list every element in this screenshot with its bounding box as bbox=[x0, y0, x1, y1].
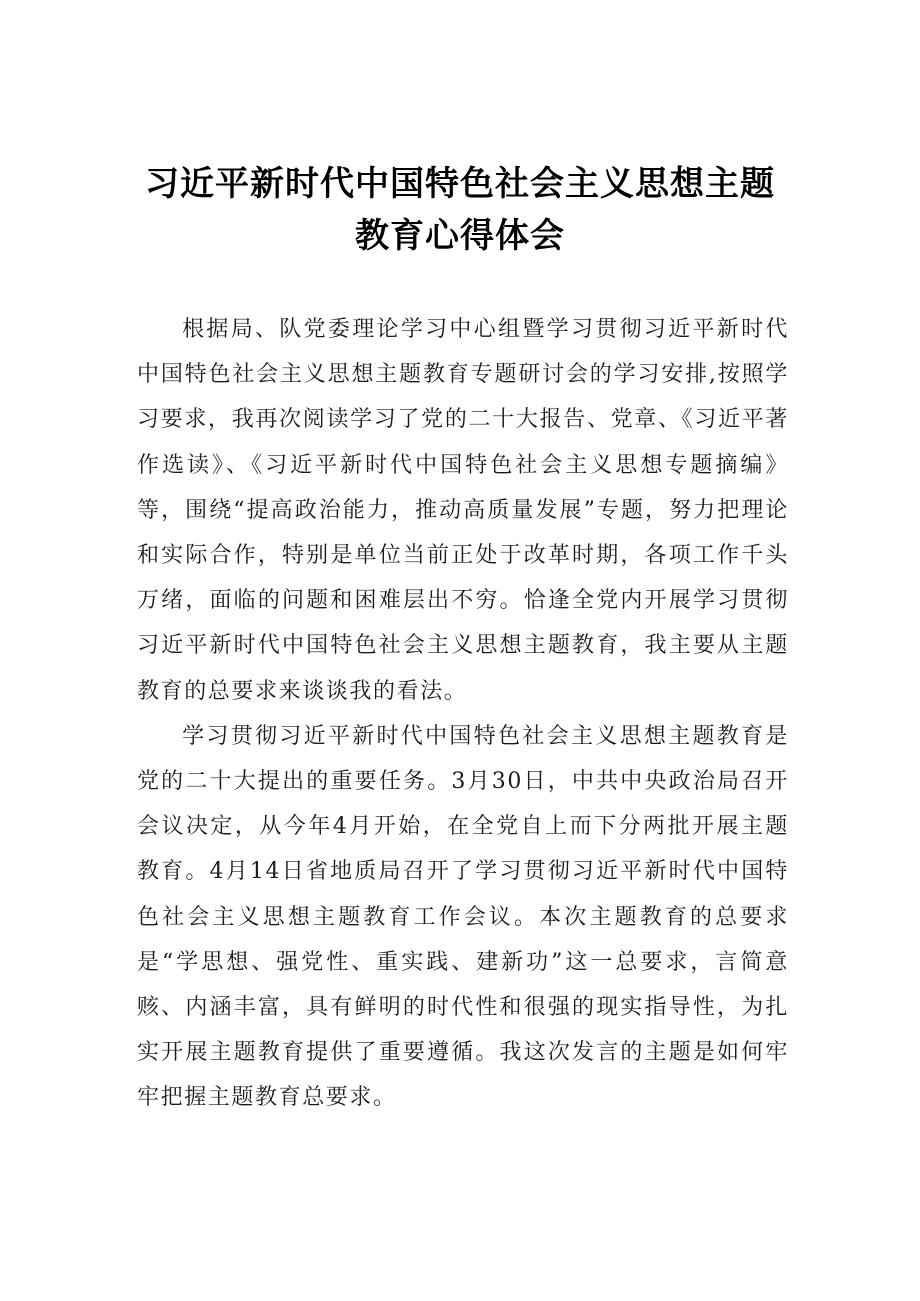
title-line-2: 教育心得体会 bbox=[355, 216, 565, 256]
document-title bbox=[0, 158, 920, 262]
paragraph-2: 学习贯彻习近平新时代中国特色社会主义思想主题教育是党的二十大提出的重要任务。3月30日，中共中央政治局召开会议决定，从今年4月开始，在全党自上而下分两批开展主题教育。4月14日省地质局召开了学习贯彻习近平新时代中国特色社会主义思想主题教育工作会议。本次主题教育的总要求是“学思想、强党性、重实践、建新功”这一总要求，言简意赅、内涵丰富，具有鲜明的时代性和很强的现实指导性，为扎实开展主题教育提供了重要遵循。我这次发言的主题是如何牢牢把握主题教育总要求。 bbox=[137, 723, 789, 1111]
document-body bbox=[137, 307, 789, 1121]
title-line-1: 习近平新时代中国特色社会主义思想主题 bbox=[145, 164, 775, 204]
paragraph-1: 根据局、队党委理论学习中心组暨学习贯彻习近平新时代中国特色社会主义思想主题教育专题研讨会的学习安排,按照学习要求，我再次阅读学习了党的二十大报告、党章、《习近平著作选读》、《习近平新时代中国特色社会主义思想专题摘编》等，围绕“提高政治能力，推动高质量发展”专题，努力把理论和实际合作，特别是单位当前正处于改革时期，各项工作千头万绪，面临的问题和困难层出不穷。恰逢全党内开展学习贯彻习近平新时代中国特色社会主义思想主题教育，我主要从主题教育的总要求来谈谈我的看法。 bbox=[137, 317, 789, 704]
